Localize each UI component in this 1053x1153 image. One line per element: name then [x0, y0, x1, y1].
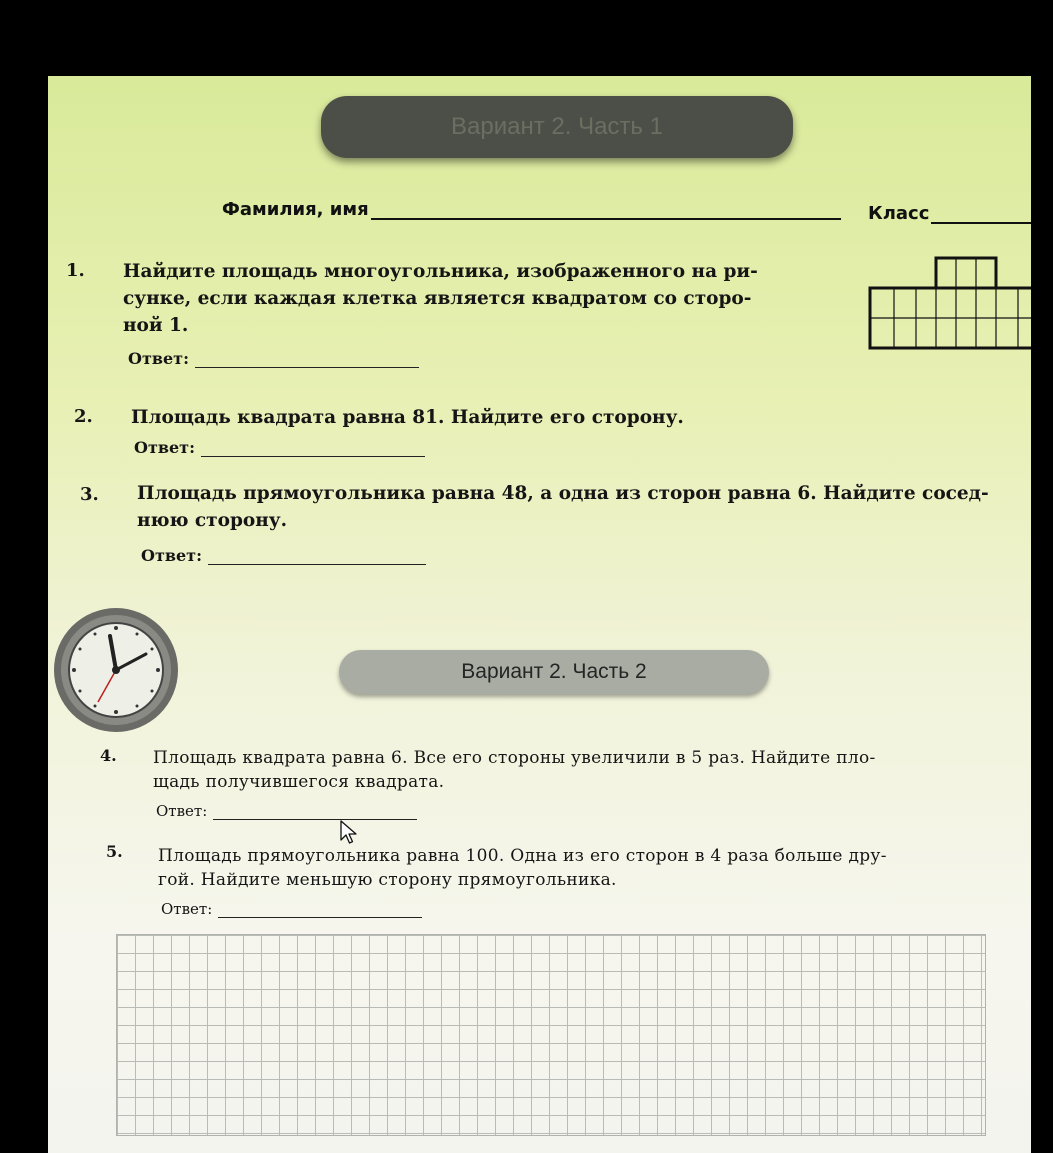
task-number: 4. — [100, 746, 117, 765]
class-input-line[interactable] — [931, 202, 1031, 224]
variant-part1-banner — [321, 96, 793, 158]
task-number: 5. — [106, 842, 123, 861]
answer-line[interactable] — [213, 803, 417, 820]
answer-line[interactable] — [208, 548, 426, 565]
variant-part2-banner — [339, 650, 769, 694]
task-text-line: щадь получившегося квадрата. — [153, 772, 445, 792]
answer-field[interactable] — [134, 438, 425, 457]
task-text-line: Площадь прямоугольника равна 100. Одна из его сторон в 4 раза больше дру- — [158, 846, 887, 866]
variant-part2-title: Вариант 2. Часть 2 — [461, 660, 647, 683]
task-text-line: ной 1. — [123, 315, 189, 336]
class-field[interactable] — [868, 202, 1031, 224]
task-number: 1. — [66, 260, 85, 281]
answer-label: Ответ: — [128, 349, 189, 368]
task-text-line: Площадь квадрата равна 6. Все его стороны увеличили в 5 раз. Найдите пло- — [153, 748, 876, 768]
task-text-line: Найдите площадь многоугольника, изображенного на ри- — [123, 261, 758, 282]
answer-field[interactable] — [128, 349, 419, 368]
task-text-line: Площадь прямоугольника равна 48, а одна из сторон равна 6. Найдите сосед- — [137, 483, 989, 504]
answer-field[interactable] — [161, 900, 422, 918]
answer-field[interactable] — [156, 802, 417, 820]
mouse-cursor-icon — [340, 820, 358, 846]
worksheet-page — [48, 76, 1031, 1153]
class-label: Класс — [868, 203, 930, 224]
name-label: Фамилия, имя — [222, 199, 369, 220]
name-input-line[interactable] — [371, 198, 841, 220]
answer-line[interactable] — [218, 901, 422, 918]
task-text-line: гой. Найдите меньшую сторону прямоугольника. — [158, 870, 617, 890]
clock-icon — [52, 606, 180, 734]
graph-paper-area — [116, 934, 986, 1136]
task-4 — [100, 746, 1020, 826]
answer-label: Ответ: — [156, 802, 208, 820]
task-text-line: Площадь квадрата равна 81. Найдите его сторону. — [131, 407, 684, 428]
answer-label: Ответ: — [134, 438, 195, 457]
answer-label: Ответ: — [161, 900, 213, 918]
answer-field[interactable] — [141, 546, 426, 565]
task-text-line: нюю сторону. — [137, 510, 288, 531]
task-number: 2. — [74, 406, 93, 427]
task-5 — [106, 842, 1026, 922]
task-text-line: сунке, если каждая клетка является квадратом со сторо- — [123, 288, 752, 309]
task-3 — [80, 484, 1031, 574]
task-number: 3. — [80, 484, 99, 505]
task-2 — [74, 406, 774, 466]
answer-line[interactable] — [201, 440, 425, 457]
task-1 — [66, 260, 846, 400]
student-name-field[interactable] — [222, 198, 841, 220]
answer-label: Ответ: — [141, 546, 202, 565]
polygon-figure — [868, 256, 1031, 352]
variant-part1-title: Вариант 2. Часть 1 — [451, 113, 663, 140]
answer-line[interactable] — [195, 351, 419, 368]
